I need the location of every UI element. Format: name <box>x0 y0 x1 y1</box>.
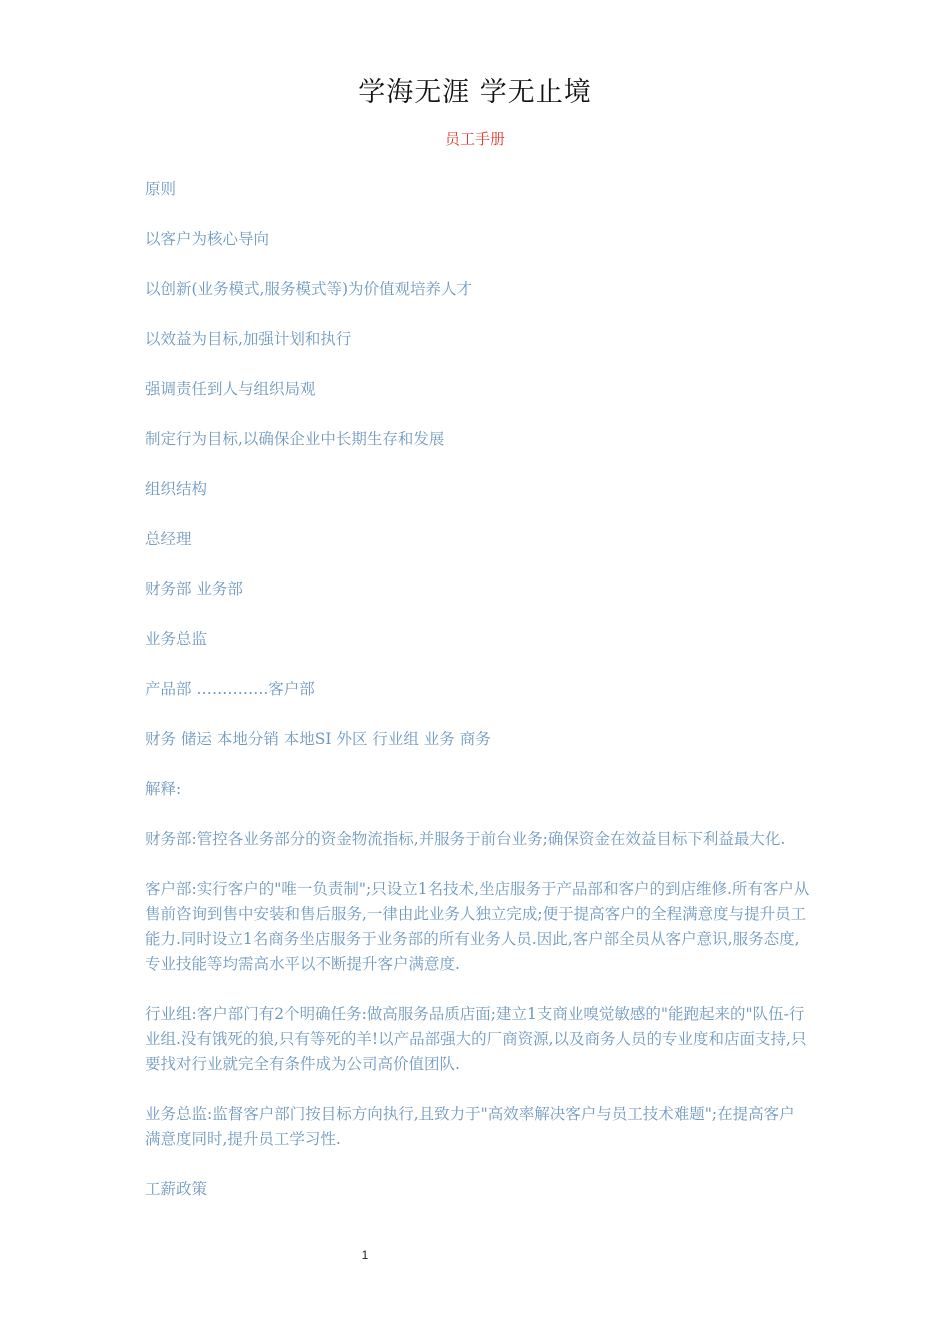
paragraph-salary-heading: 工薪政策 <box>145 1180 208 1198</box>
paragraph: 行业组:客户部门有2个明确任务:做高服务品质店面;建立1支商业嗅觉敏感的"能跑起来的"队伍-行业组.没有饿死的狼,只有等死的羊!以产品部强大的厂商资源,以及商务人员的专业度和店面支持,只要找对行业就完全有条件成为公司高价值团队. <box>145 1005 807 1073</box>
paragraph: 业务总监:监督客户部门按目标方向执行,且致力于"高效率解决客户与员工技术难题";在提高客户满意度同时,提升员工学习性. <box>145 1105 795 1148</box>
paragraph: 产品部 …………..客户部 <box>145 680 315 698</box>
paragraph-explanation-heading: 解释: <box>145 780 182 798</box>
document-title: 员工手册 <box>444 130 505 148</box>
paragraph: 强调责任到人与组织局观 <box>145 380 316 398</box>
paragraph: 客户部:实行客户的"唯一负责制";只设立1名技术,坐店服务于产品部和客户的到店维修.所有客户从售前咨询到售中安装和售后服务,一律由此业务人独立完成;便于提高客户的全程满意度与提升员工能力.同时设立1名商务坐店服务于业务部的所有业务人员.因此,客户部全员从客户意识,服务态度,专业技能等均需高水平以不断提升客户满意度. <box>145 880 810 973</box>
paragraph: 财务部 业务部 <box>145 580 243 598</box>
paragraph: 总经理 <box>145 530 192 548</box>
paragraph: 以创新(业务模式,服务模式等)为价值观培养人才 <box>145 280 473 298</box>
paragraph-principles-heading: 原则 <box>145 180 177 198</box>
document-body <box>145 177 810 1227</box>
paragraph-org-structure-heading: 组织结构 <box>145 480 208 498</box>
paragraph: 财务 储运 本地分销 本地SI 外区 行业组 业务 商务 <box>145 730 491 748</box>
paragraph: 以客户为核心导向 <box>145 230 270 248</box>
page-number: 1 <box>361 1248 369 1262</box>
paragraph: 以效益为目标,加强计划和执行 <box>145 330 352 348</box>
paragraph: 财务部:管控各业务部分的资金物流指标,并服务于前台业务;确保资金在效益目标下利益最大化. <box>145 830 786 848</box>
page-header-title: 学海无涯 学无止境 <box>358 77 592 108</box>
paragraph: 业务总监 <box>145 630 208 648</box>
paragraph: 制定行为目标,以确保企业中长期生存和发展 <box>145 430 445 448</box>
